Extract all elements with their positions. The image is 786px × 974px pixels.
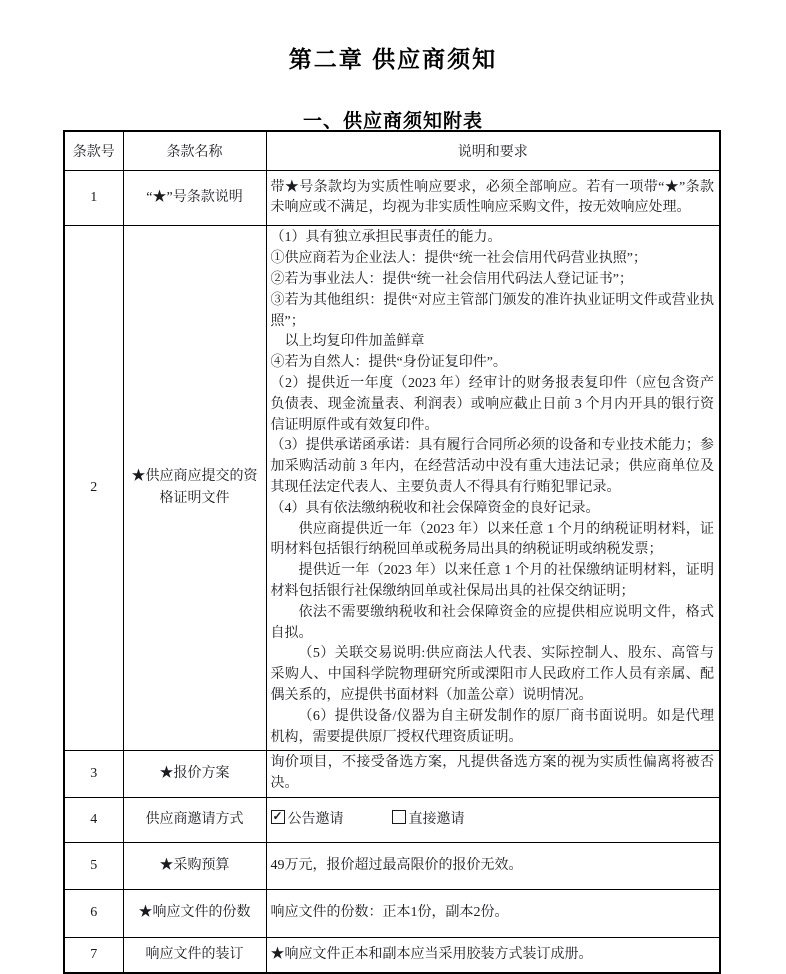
clause-description <box>266 751 720 798</box>
description-paragraph: 询价项目，不接受备选方案，凡提供备选方案的视为实质性偏离将被否决。 <box>270 755 714 792</box>
checkbox-checked-icon[interactable] <box>271 810 285 824</box>
clause-description <box>266 171 720 226</box>
description-paragraph: （3）提供承诺函承诺：具有履行合同所必须的设备和专业技术能力；参加采购活动前 3 年内，在经营活动中没有重大违法记录；供应商单位及其现任法定代表人、主要负责人不得具有行贿犯罪记录。 <box>270 438 714 495</box>
clause-number: 7 <box>64 937 123 973</box>
section-title: 一、供应商须知附表 <box>302 111 483 133</box>
header-clause-name: 条款名称 <box>123 131 266 171</box>
supplier-notice-table <box>63 130 721 974</box>
clause-description <box>266 226 720 751</box>
clause-description <box>266 889 720 937</box>
clause-name: ★报价方案 <box>123 751 266 798</box>
clause-name: ★响应文件的份数 <box>123 889 266 937</box>
clause-number: 1 <box>64 171 123 226</box>
table-row <box>64 751 720 798</box>
clause-description <box>266 937 720 973</box>
clause-number: 5 <box>64 842 123 889</box>
description-paragraph: 依法不需要缴纳税收和社会保障资金的应提供相应说明文件，格式自拟。 <box>270 604 714 641</box>
description-paragraph: （5）关联交易说明:供应商法人代表、实际控制人、股东、高管与采购人、中国科学院物理研究所或溧阳市人民政府工作人员有亲属、配偶关系的，应提供书面材料（加盖公章）说明情况。 <box>270 646 714 703</box>
description-paragraph: 带★号条款均为实质性响应要求，必须全部响应。若有一项带“★”条款未响应或不满足，均视为非实质性响应采购文件，按无效响应处理。 <box>270 179 714 216</box>
description-paragraph: （4）具有依法缴纳税收和社会保障资金的良好记录。 <box>270 500 600 516</box>
header-clause-number: 条款号 <box>64 131 123 171</box>
table-row <box>64 842 720 889</box>
checkbox-label: 直接邀请 <box>408 811 465 827</box>
description-paragraph: ②若为事业法人：提供“统一社会信用代码法人登记证书”； <box>270 272 633 287</box>
clause-name: 供应商邀请方式 <box>123 797 266 842</box>
clause-number: 6 <box>64 889 123 937</box>
table-row <box>64 797 720 842</box>
description-paragraph: 响应文件的份数：正本1份，副本2份。 <box>270 905 509 921</box>
description-paragraph: ③若为其他组织：提供“对应主管部门颁发的准许执业证明文件或营业执照”； <box>270 292 714 329</box>
table-row <box>64 226 720 751</box>
table-body <box>64 171 720 973</box>
clause-number: 4 <box>64 797 123 842</box>
checkbox-label: 公告邀请 <box>287 811 344 827</box>
description-paragraph: （6）提供设备/仪器为自主研发制作的原厂商书面说明。如是代理机构，需要提供原厂授权代理资质证明。 <box>270 708 714 745</box>
description-paragraph: ④若为自然人：提供“身份证复印件”。 <box>270 355 507 371</box>
table-row <box>64 937 720 973</box>
description-paragraph: （2）提供近一年度（2023 年）经审计的财务报表复印件（应包含资产负债表、现金流量表、利润表）或响应截止日前 3 个月内开具的银行资信证明原件或有效复印件。 <box>270 375 714 433</box>
description-paragraph: 供应商提供近一年（2023 年）以来任意 1 个月的纳税证明材料，证明材料包括银行纳税回单或税务局出具的纳税证明或纳税发票； <box>270 521 714 558</box>
chapter-title: 第二章 供应商须知 <box>288 46 498 73</box>
table-header-row <box>64 131 720 171</box>
clause-name: 响应文件的装订 <box>123 937 266 973</box>
header-description: 说明和要求 <box>266 131 720 171</box>
clause-number: 2 <box>64 226 123 751</box>
description-paragraph: 提供近一年（2023 年）以来任意 1 个月的社保缴纳证明材料，证明材料包括银行社保缴纳回单或社保局出具的社保交纳证明； <box>270 563 714 599</box>
invitation-option[interactable] <box>392 812 465 827</box>
invitation-option[interactable] <box>271 812 344 827</box>
clause-name: ★供应商应提交的资格证明文件 <box>123 226 266 751</box>
clause-description <box>266 797 720 842</box>
description-paragraph: （1）具有独立承担民事责任的能力。 <box>270 230 502 246</box>
clause-name: “★”号条款说明 <box>123 171 266 226</box>
table-row <box>64 889 720 937</box>
document-page <box>0 15 786 962</box>
clause-name: ★采购预算 <box>123 842 266 889</box>
description-paragraph: ★响应文件正本和副本应当采用胶装方式装订成册。 <box>270 946 593 962</box>
clause-description <box>266 842 720 889</box>
description-paragraph: 49万元，报价超过最高限价的报价无效。 <box>270 857 523 873</box>
description-paragraph: ①供应商若为企业法人：提供“统一社会信用代码营业执照”； <box>270 251 647 267</box>
clause-number: 3 <box>64 751 123 798</box>
table-row <box>64 171 720 226</box>
checkbox-unchecked-icon[interactable] <box>392 810 406 824</box>
description-paragraph: 以上均复印件加盖鲜章 <box>284 334 425 350</box>
